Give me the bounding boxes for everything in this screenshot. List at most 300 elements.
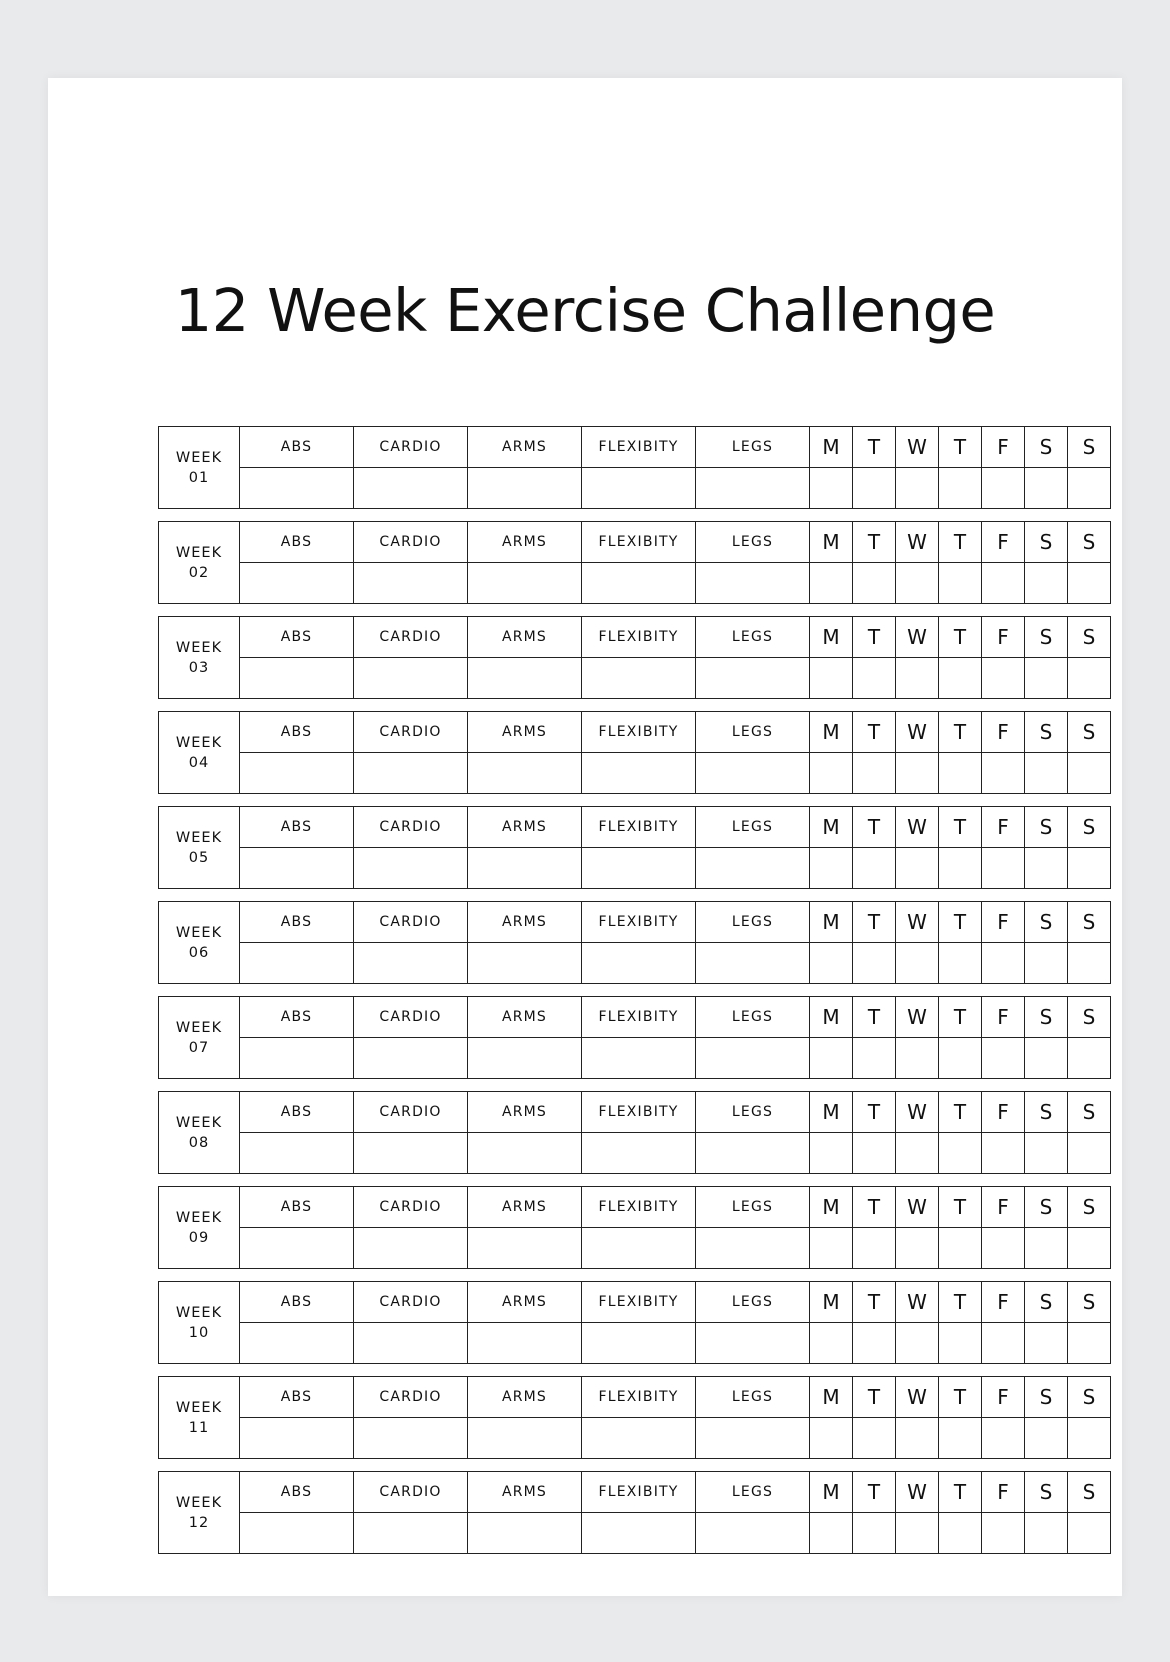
week-table xyxy=(158,901,1111,984)
category-entry-cell[interactable] xyxy=(354,563,468,604)
week-entry-row xyxy=(159,1323,1111,1364)
day-header: W xyxy=(896,427,939,468)
day-checkbox-cell[interactable] xyxy=(853,1513,896,1554)
week-label xyxy=(159,712,240,794)
day-checkbox-cell[interactable] xyxy=(896,1228,939,1269)
week-label-text: WEEK xyxy=(175,734,223,751)
day-checkbox-cell[interactable] xyxy=(853,848,896,889)
category-header: CARDIO xyxy=(354,1472,468,1513)
day-header: T xyxy=(853,902,896,943)
day-header: W xyxy=(896,712,939,753)
day-checkbox-cell[interactable] xyxy=(810,1228,853,1269)
category-header: ABS xyxy=(240,1092,354,1133)
day-header: F xyxy=(982,1472,1025,1513)
category-header: FLEXIBITY xyxy=(582,712,696,753)
day-checkbox-cell[interactable] xyxy=(982,943,1025,984)
day-checkbox-cell[interactable] xyxy=(896,943,939,984)
day-checkbox-cell[interactable] xyxy=(1025,943,1068,984)
day-header: T xyxy=(939,1472,982,1513)
week-header-row xyxy=(159,1282,1111,1323)
category-header: LEGS xyxy=(696,1377,810,1418)
category-header: ABS xyxy=(240,807,354,848)
category-header: LEGS xyxy=(696,1092,810,1133)
day-checkbox-cell[interactable] xyxy=(939,563,982,604)
week-table xyxy=(158,521,1111,604)
day-checkbox-cell[interactable] xyxy=(853,1323,896,1364)
category-entry-cell[interactable] xyxy=(468,1133,582,1174)
day-header: M xyxy=(810,522,853,563)
day-header: S xyxy=(1068,1377,1111,1418)
category-entry-cell[interactable] xyxy=(468,1228,582,1269)
day-checkbox-cell[interactable] xyxy=(939,753,982,794)
day-checkbox-cell[interactable] xyxy=(1068,1418,1111,1459)
day-header: F xyxy=(982,902,1025,943)
week-table xyxy=(158,1376,1111,1459)
day-checkbox-cell[interactable] xyxy=(896,848,939,889)
day-checkbox-cell[interactable] xyxy=(1025,563,1068,604)
day-header: F xyxy=(982,1092,1025,1133)
category-entry-cell[interactable] xyxy=(468,753,582,794)
category-entry-cell[interactable] xyxy=(240,943,354,984)
category-header: CARDIO xyxy=(354,1187,468,1228)
category-entry-cell[interactable] xyxy=(582,943,696,984)
day-checkbox-cell[interactable] xyxy=(982,1513,1025,1554)
page-title: 12 Week Exercise Challenge xyxy=(174,276,996,345)
category-entry-cell[interactable] xyxy=(696,1418,810,1459)
day-checkbox-cell[interactable] xyxy=(810,658,853,699)
day-header: S xyxy=(1025,997,1068,1038)
day-header: S xyxy=(1068,807,1111,848)
day-checkbox-cell[interactable] xyxy=(1025,1133,1068,1174)
category-header: LEGS xyxy=(696,1187,810,1228)
category-entry-cell[interactable] xyxy=(240,468,354,509)
category-entry-cell[interactable] xyxy=(696,658,810,699)
day-checkbox-cell[interactable] xyxy=(939,468,982,509)
week-table xyxy=(158,616,1111,699)
day-header: S xyxy=(1068,1282,1111,1323)
category-entry-cell[interactable] xyxy=(696,1038,810,1079)
category-header: ABS xyxy=(240,427,354,468)
category-entry-cell[interactable] xyxy=(354,848,468,889)
week-label-text: WEEK xyxy=(175,1114,223,1131)
day-header: T xyxy=(853,712,896,753)
week-table xyxy=(158,711,1111,794)
category-entry-cell[interactable] xyxy=(468,658,582,699)
week-label-text: WEEK xyxy=(175,829,223,846)
week-label xyxy=(159,1472,240,1554)
week-header-row xyxy=(159,1377,1111,1418)
week-label xyxy=(159,807,240,889)
category-header: ARMS xyxy=(468,1472,582,1513)
week-number: 12 xyxy=(188,1514,210,1531)
category-entry-cell[interactable] xyxy=(696,468,810,509)
day-checkbox-cell[interactable] xyxy=(810,753,853,794)
day-checkbox-cell[interactable] xyxy=(810,1038,853,1079)
week-entry-row xyxy=(159,753,1111,794)
day-header: T xyxy=(853,522,896,563)
category-entry-cell[interactable] xyxy=(240,1513,354,1554)
category-entry-cell[interactable] xyxy=(582,1038,696,1079)
day-header: M xyxy=(810,1282,853,1323)
day-checkbox-cell[interactable] xyxy=(853,1038,896,1079)
category-entry-cell[interactable] xyxy=(240,1133,354,1174)
day-checkbox-cell[interactable] xyxy=(982,1133,1025,1174)
day-checkbox-cell[interactable] xyxy=(982,563,1025,604)
day-checkbox-cell[interactable] xyxy=(1068,1323,1111,1364)
day-checkbox-cell[interactable] xyxy=(939,1323,982,1364)
week-entry-row xyxy=(159,1418,1111,1459)
category-entry-cell[interactable] xyxy=(354,1323,468,1364)
day-checkbox-cell[interactable] xyxy=(896,1513,939,1554)
category-header: CARDIO xyxy=(354,427,468,468)
category-entry-cell[interactable] xyxy=(468,1418,582,1459)
week-label xyxy=(159,997,240,1079)
week-header-row xyxy=(159,1092,1111,1133)
category-entry-cell[interactable] xyxy=(696,943,810,984)
day-header: T xyxy=(853,807,896,848)
category-entry-cell[interactable] xyxy=(240,1228,354,1269)
week-entry-row xyxy=(159,1038,1111,1079)
category-header: CARDIO xyxy=(354,807,468,848)
day-header: T xyxy=(853,427,896,468)
category-header: FLEXIBITY xyxy=(582,427,696,468)
day-checkbox-cell[interactable] xyxy=(1068,943,1111,984)
day-checkbox-cell[interactable] xyxy=(1068,1513,1111,1554)
day-checkbox-cell[interactable] xyxy=(1025,1323,1068,1364)
category-header: CARDIO xyxy=(354,1092,468,1133)
day-checkbox-cell[interactable] xyxy=(1025,1513,1068,1554)
category-entry-cell[interactable] xyxy=(696,563,810,604)
week-table xyxy=(158,1281,1111,1364)
day-header: S xyxy=(1068,522,1111,563)
day-checkbox-cell[interactable] xyxy=(810,943,853,984)
day-header: S xyxy=(1068,997,1111,1038)
category-entry-cell[interactable] xyxy=(354,1038,468,1079)
day-checkbox-cell[interactable] xyxy=(810,848,853,889)
day-checkbox-cell[interactable] xyxy=(939,1228,982,1269)
day-checkbox-cell[interactable] xyxy=(853,753,896,794)
day-header: M xyxy=(810,997,853,1038)
category-entry-cell[interactable] xyxy=(468,943,582,984)
category-header: LEGS xyxy=(696,712,810,753)
week-table xyxy=(158,426,1111,509)
day-header: W xyxy=(896,1472,939,1513)
day-checkbox-cell[interactable] xyxy=(982,848,1025,889)
category-entry-cell[interactable] xyxy=(240,1038,354,1079)
category-header: ABS xyxy=(240,617,354,658)
day-checkbox-cell[interactable] xyxy=(896,1418,939,1459)
day-checkbox-cell[interactable] xyxy=(853,658,896,699)
day-header: T xyxy=(939,1377,982,1418)
day-checkbox-cell[interactable] xyxy=(896,753,939,794)
day-checkbox-cell[interactable] xyxy=(853,1133,896,1174)
day-checkbox-cell[interactable] xyxy=(982,1323,1025,1364)
category-entry-cell[interactable] xyxy=(696,1133,810,1174)
day-checkbox-cell[interactable] xyxy=(896,468,939,509)
category-header: CARDIO xyxy=(354,617,468,658)
day-checkbox-cell[interactable] xyxy=(939,1038,982,1079)
category-entry-cell[interactable] xyxy=(354,943,468,984)
day-header: S xyxy=(1025,1187,1068,1228)
day-header: M xyxy=(810,712,853,753)
category-entry-cell[interactable] xyxy=(468,1513,582,1554)
week-entry-row xyxy=(159,563,1111,604)
day-header: T xyxy=(939,522,982,563)
day-checkbox-cell[interactable] xyxy=(1068,563,1111,604)
week-label xyxy=(159,427,240,509)
day-header: W xyxy=(896,902,939,943)
day-header: S xyxy=(1068,1092,1111,1133)
week-number: 01 xyxy=(188,469,210,486)
category-entry-cell[interactable] xyxy=(354,753,468,794)
category-header: ARMS xyxy=(468,807,582,848)
week-label xyxy=(159,1187,240,1269)
day-checkbox-cell[interactable] xyxy=(1068,658,1111,699)
day-header: T xyxy=(853,617,896,658)
category-entry-cell[interactable] xyxy=(468,468,582,509)
category-header: ABS xyxy=(240,1377,354,1418)
day-header: M xyxy=(810,427,853,468)
week-number: 07 xyxy=(188,1039,210,1056)
category-header: LEGS xyxy=(696,427,810,468)
category-header: FLEXIBITY xyxy=(582,1092,696,1133)
category-entry-cell[interactable] xyxy=(354,658,468,699)
category-entry-cell[interactable] xyxy=(354,1418,468,1459)
week-label-text: WEEK xyxy=(175,1399,223,1416)
category-entry-cell[interactable] xyxy=(696,848,810,889)
day-header: F xyxy=(982,712,1025,753)
day-header: M xyxy=(810,617,853,658)
category-header: ABS xyxy=(240,1472,354,1513)
day-checkbox-cell[interactable] xyxy=(896,658,939,699)
category-entry-cell[interactable] xyxy=(696,1323,810,1364)
day-header: W xyxy=(896,617,939,658)
week-label-text: WEEK xyxy=(175,449,223,466)
category-header: LEGS xyxy=(696,807,810,848)
day-header: S xyxy=(1068,902,1111,943)
category-entry-cell[interactable] xyxy=(354,1513,468,1554)
category-entry-cell[interactable] xyxy=(696,1228,810,1269)
week-header-row xyxy=(159,902,1111,943)
day-header: T xyxy=(853,1282,896,1323)
week-number: 08 xyxy=(188,1134,210,1151)
week-header-row xyxy=(159,522,1111,563)
week-label xyxy=(159,522,240,604)
category-entry-cell[interactable] xyxy=(582,658,696,699)
category-entry-cell[interactable] xyxy=(468,1323,582,1364)
category-header: ABS xyxy=(240,902,354,943)
day-header: M xyxy=(810,1377,853,1418)
day-header: S xyxy=(1025,1092,1068,1133)
day-checkbox-cell[interactable] xyxy=(810,563,853,604)
category-entry-cell[interactable] xyxy=(240,658,354,699)
category-entry-cell[interactable] xyxy=(582,1418,696,1459)
category-header: LEGS xyxy=(696,1472,810,1513)
week-label-text: WEEK xyxy=(175,1019,223,1036)
category-header: LEGS xyxy=(696,902,810,943)
week-number: 10 xyxy=(188,1324,210,1341)
day-checkbox-cell[interactable] xyxy=(896,1038,939,1079)
day-checkbox-cell[interactable] xyxy=(896,1323,939,1364)
day-checkbox-cell[interactable] xyxy=(1025,1418,1068,1459)
day-header: F xyxy=(982,807,1025,848)
category-entry-cell[interactable] xyxy=(582,563,696,604)
day-header: S xyxy=(1025,522,1068,563)
day-header: T xyxy=(853,1187,896,1228)
category-entry-cell[interactable] xyxy=(240,1323,354,1364)
day-checkbox-cell[interactable] xyxy=(896,563,939,604)
week-label-text: WEEK xyxy=(175,1494,223,1511)
category-header: FLEXIBITY xyxy=(582,1472,696,1513)
category-entry-cell[interactable] xyxy=(354,1133,468,1174)
category-entry-cell[interactable] xyxy=(582,1133,696,1174)
category-header: FLEXIBITY xyxy=(582,1377,696,1418)
day-checkbox-cell[interactable] xyxy=(1068,753,1111,794)
category-header: ARMS xyxy=(468,617,582,658)
day-checkbox-cell[interactable] xyxy=(939,1513,982,1554)
week-entry-row xyxy=(159,658,1111,699)
day-checkbox-cell[interactable] xyxy=(1025,1228,1068,1269)
day-checkbox-cell[interactable] xyxy=(810,1323,853,1364)
day-checkbox-cell[interactable] xyxy=(853,1228,896,1269)
category-header: ARMS xyxy=(468,1282,582,1323)
category-header: ABS xyxy=(240,522,354,563)
day-checkbox-cell[interactable] xyxy=(939,1133,982,1174)
day-checkbox-cell[interactable] xyxy=(1068,1228,1111,1269)
week-entry-row xyxy=(159,1133,1111,1174)
day-header: F xyxy=(982,617,1025,658)
day-header: F xyxy=(982,1282,1025,1323)
day-checkbox-cell[interactable] xyxy=(982,753,1025,794)
day-checkbox-cell[interactable] xyxy=(1025,1038,1068,1079)
category-header: ARMS xyxy=(468,1187,582,1228)
day-checkbox-cell[interactable] xyxy=(810,468,853,509)
week-number: 04 xyxy=(188,754,210,771)
day-checkbox-cell[interactable] xyxy=(1068,1133,1111,1174)
day-header: F xyxy=(982,1187,1025,1228)
category-entry-cell[interactable] xyxy=(240,848,354,889)
day-checkbox-cell[interactable] xyxy=(939,658,982,699)
category-entry-cell[interactable] xyxy=(354,1228,468,1269)
day-checkbox-cell[interactable] xyxy=(982,658,1025,699)
week-header-row xyxy=(159,712,1111,753)
day-checkbox-cell[interactable] xyxy=(1068,468,1111,509)
day-header: S xyxy=(1068,712,1111,753)
week-number: 02 xyxy=(188,564,210,581)
day-checkbox-cell[interactable] xyxy=(1068,848,1111,889)
day-header: S xyxy=(1025,1377,1068,1418)
category-entry-cell[interactable] xyxy=(240,753,354,794)
category-header: FLEXIBITY xyxy=(582,522,696,563)
week-number: 05 xyxy=(188,849,210,866)
category-header: CARDIO xyxy=(354,1282,468,1323)
day-checkbox-cell[interactable] xyxy=(982,468,1025,509)
day-checkbox-cell[interactable] xyxy=(853,1418,896,1459)
day-checkbox-cell[interactable] xyxy=(982,1418,1025,1459)
day-checkbox-cell[interactable] xyxy=(1068,1038,1111,1079)
category-header: FLEXIBITY xyxy=(582,902,696,943)
week-header-row xyxy=(159,1472,1111,1513)
category-entry-cell[interactable] xyxy=(582,1513,696,1554)
week-header-row xyxy=(159,997,1111,1038)
week-header-row xyxy=(159,807,1111,848)
day-header: S xyxy=(1068,1187,1111,1228)
day-checkbox-cell[interactable] xyxy=(810,1513,853,1554)
category-entry-cell[interactable] xyxy=(582,1323,696,1364)
day-header: M xyxy=(810,807,853,848)
category-header: ARMS xyxy=(468,902,582,943)
day-checkbox-cell[interactable] xyxy=(982,1038,1025,1079)
day-header: S xyxy=(1068,617,1111,658)
week-entry-row xyxy=(159,1228,1111,1269)
week-label xyxy=(159,617,240,699)
category-header: FLEXIBITY xyxy=(582,1187,696,1228)
category-entry-cell[interactable] xyxy=(582,1228,696,1269)
category-entry-cell[interactable] xyxy=(468,848,582,889)
week-label-text: WEEK xyxy=(175,544,223,561)
category-header: ABS xyxy=(240,997,354,1038)
category-entry-cell[interactable] xyxy=(582,468,696,509)
category-entry-cell[interactable] xyxy=(696,753,810,794)
day-header: W xyxy=(896,1187,939,1228)
day-checkbox-cell[interactable] xyxy=(1025,848,1068,889)
category-header: CARDIO xyxy=(354,1377,468,1418)
day-header: W xyxy=(896,1377,939,1418)
category-header: ARMS xyxy=(468,522,582,563)
day-header: S xyxy=(1025,1282,1068,1323)
day-checkbox-cell[interactable] xyxy=(853,943,896,984)
day-header: T xyxy=(853,1472,896,1513)
week-number: 11 xyxy=(188,1419,210,1436)
day-header: F xyxy=(982,522,1025,563)
day-header: T xyxy=(939,997,982,1038)
day-checkbox-cell[interactable] xyxy=(939,848,982,889)
category-entry-cell[interactable] xyxy=(468,1038,582,1079)
day-header: S xyxy=(1025,617,1068,658)
day-checkbox-cell[interactable] xyxy=(939,1418,982,1459)
day-checkbox-cell[interactable] xyxy=(810,1133,853,1174)
day-checkbox-cell[interactable] xyxy=(853,468,896,509)
category-entry-cell[interactable] xyxy=(240,563,354,604)
day-checkbox-cell[interactable] xyxy=(1025,753,1068,794)
category-entry-cell[interactable] xyxy=(240,1418,354,1459)
day-checkbox-cell[interactable] xyxy=(982,1228,1025,1269)
day-checkbox-cell[interactable] xyxy=(853,563,896,604)
day-checkbox-cell[interactable] xyxy=(1025,658,1068,699)
week-number: 09 xyxy=(188,1229,210,1246)
day-header: T xyxy=(939,902,982,943)
day-checkbox-cell[interactable] xyxy=(939,943,982,984)
day-checkbox-cell[interactable] xyxy=(896,1133,939,1174)
day-checkbox-cell[interactable] xyxy=(810,1418,853,1459)
week-table xyxy=(158,806,1111,889)
category-entry-cell[interactable] xyxy=(696,1513,810,1554)
category-entry-cell[interactable] xyxy=(582,753,696,794)
category-header: FLEXIBITY xyxy=(582,1282,696,1323)
week-label-text: WEEK xyxy=(175,1209,223,1226)
category-entry-cell[interactable] xyxy=(582,848,696,889)
category-header: CARDIO xyxy=(354,997,468,1038)
category-entry-cell[interactable] xyxy=(468,563,582,604)
day-header: T xyxy=(939,1282,982,1323)
day-checkbox-cell[interactable] xyxy=(1025,468,1068,509)
week-number: 06 xyxy=(188,944,210,961)
category-header: FLEXIBITY xyxy=(582,997,696,1038)
day-header: S xyxy=(1068,1472,1111,1513)
week-number: 03 xyxy=(188,659,210,676)
week-header-row xyxy=(159,617,1111,658)
category-entry-cell[interactable] xyxy=(354,468,468,509)
